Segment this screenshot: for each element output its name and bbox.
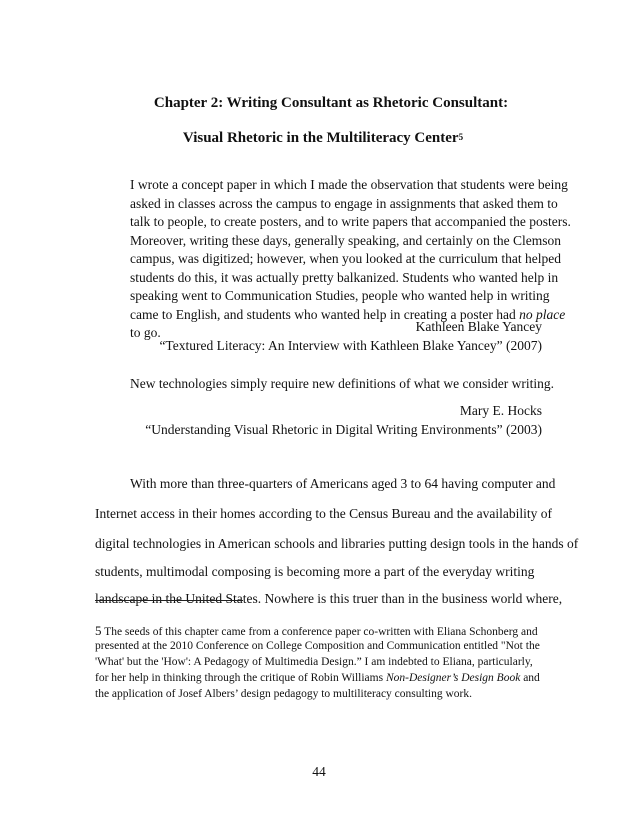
footnote-line — [95, 623, 545, 640]
body-paragraph-line: digital technologies in American schools and libraries putting design tools in the hands of — [95, 536, 579, 551]
epigraph-line: to go. — [130, 325, 161, 340]
page-number: 44 — [312, 764, 326, 779]
footnote-text: for her help in thinking through the critique of Robin Williams — [95, 672, 384, 684]
chapter-subtitle — [4, 129, 638, 147]
epigraph-line: Moreover, writing these days, generally speaking, and certainly on the Clemson — [130, 232, 561, 248]
footnote-line — [95, 671, 545, 686]
epigraph-author-hocks: Mary E. Hocks — [459, 403, 542, 418]
epigraph-author-yancey: Kathleen Blake Yancey — [415, 319, 542, 334]
epigraph-hocks — [130, 375, 555, 394]
chapter-title: Chapter 2: Writing Consultant as Rhetoric Consultant: — [153, 95, 509, 111]
footnote-book-title: Non-Designer’s Design Book — [385, 672, 521, 684]
chapter-subtitle-text: Visual Rhetoric in the Multiliteracy Center — [182, 130, 459, 146]
epigraph-line: talk to people, to create posters, and to write papers that accompanied the posters. — [130, 214, 571, 229]
footnote-number: 5 — [95, 623, 102, 638]
epigraph-line: campus, was digitized; however, when you looked at the curriculum that helped — [130, 251, 561, 266]
epigraph-line-text: came to English, and students who wanted help in creating a poster had — [130, 306, 516, 322]
epigraph-line: speaking went to Communication Studies, people who wanted help in writing — [130, 288, 550, 303]
footnote-reference: 5 — [458, 132, 464, 142]
footnote-text: The seeds of this chapter came from a conference paper co-written with Eliana Schonberg and — [104, 626, 538, 638]
epigraph-emphasis: no place — [519, 306, 566, 322]
epigraph-line: New technologies simply require new definitions of what we consider writing. — [130, 376, 555, 391]
body-paragraph-line: Internet access in their homes according to the Census Bureau and the availability of — [95, 506, 552, 521]
footnote-text: and — [523, 672, 540, 684]
footnote-line: presented at the 2010 Conference on College Composition and Communication entitled "Not the — [95, 640, 540, 652]
epigraph-source-hocks: “Understanding Visual Rhetoric in Digital Writing Environments” (2003) — [145, 422, 542, 437]
body-paragraph-line: With more than three-quarters of Americans aged 3 to 64 having computer and — [130, 476, 556, 491]
epigraph-source-yancey: “Textured Literacy: An Interview with Kathleen Blake Yancey” (2007) — [159, 338, 542, 353]
footnote-line: the application of Josef Albers’ design pedagogy to multiliteracy consulting work. — [95, 688, 472, 700]
epigraph-line: asked in classes across the campus to engage in assignments that asked them to — [130, 195, 558, 211]
footnote-separator — [95, 600, 243, 601]
epigraph-line: students do this, it was actually pretty balkanized. Students who wanted help in — [130, 269, 559, 285]
body-paragraph-line: students, multimodal composing is becoming more a part of the everyday writing — [95, 564, 535, 579]
body-paragraph-line: landscape in the United States. Nowhere is this truer than in the business world where, — [95, 591, 563, 606]
epigraph-line: I wrote a concept paper in which I made the observation that students were being — [130, 177, 568, 192]
footnote-line: 'What' but the 'How': A Pedagogy of Multimedia Design.” I am indebted to Eliana, particularly, — [95, 656, 533, 668]
